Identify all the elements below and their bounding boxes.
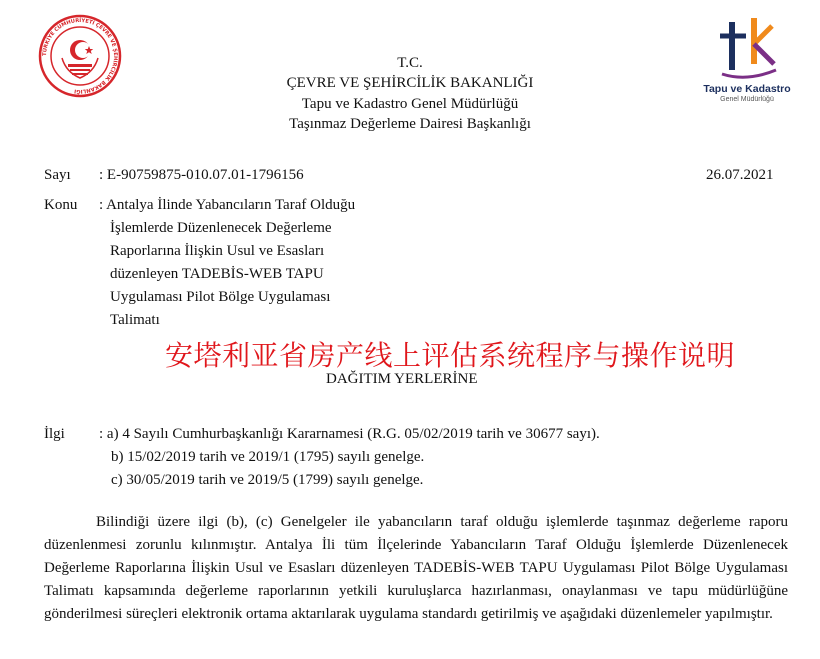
overlay-title: 安塔利亚省房产线上评估系统程序与操作说明 xyxy=(164,339,735,372)
body-paragraph-text: Bilindiği üzere ilgi (b), (c) Genelgeler ile yabancıların taraf olduğu işlemlerde taşınmaz değerleme raporu düzenlenmesi zorunlu kılınmıştır. Antalya İli tüm İlçelerinde Yabancıların Taraf Olduğu İşlemlerde Düzenlenecek Değerleme Raporlarına İlişkin Usul ve Esasları düzenleyen TADEBİS-WEB TAPU Uygulaması Pilot Bölge Uygulaması Talimatı kapsamında değerleme raporlarının yetkili kuruluşlarca hazırlanması, onaylanması ve tapu müdürlüğüne gönderilmesi süreçleri elektronik ortama aktarılarak uygulama standardı getirilmiş ve aşağıdaki düzenlemeler yapılmıştır. xyxy=(44,514,788,622)
logo-sub-text: Genel Müdürlüğü xyxy=(720,96,774,103)
body-paragraph xyxy=(44,511,788,626)
header-directorate: Tapu ve Kadastro Genel Müdürlüğü xyxy=(301,96,519,112)
distribution-heading: DAĞITIM YERLERİNE xyxy=(326,371,478,387)
konu-line: düzenleyen TADEBİS-WEB TAPU xyxy=(110,266,324,282)
konu-line: Talimatı xyxy=(110,312,160,328)
konu-line: Raporlarına İlişkin Usul ve Esasları xyxy=(110,243,325,259)
konu-line: : Antalya İlinde Yabancıların Taraf Olduğu xyxy=(99,197,356,213)
ilgi-item: b) 15/02/2019 tarih ve 2019/1 (1795) sayılı genelge. xyxy=(111,449,425,465)
svg-text:TÜRKİYE CUMHURİYETİ ÇEVRE VE Ş: TÜRKİYE CUMHURİYETİ ÇEVRE VE ŞEHİRCİLİK BAKANLIĞI xyxy=(41,17,119,95)
header-ministry: ÇEVRE VE ŞEHİRCİLİK BAKANLIĞI xyxy=(286,75,534,91)
ilgi-item: : a) 4 Sayılı Cumhurbaşkanlığı Kararnamesi (R.G. 05/02/2019 tarih ve 30677 sayı). xyxy=(99,426,600,442)
konu-line: İşlemlerde Düzenlenecek Değerleme xyxy=(110,220,332,236)
document-date: 26.07.2021 xyxy=(706,167,774,183)
sayi-label: Sayı xyxy=(44,167,71,183)
header-department: Taşınmaz Değerleme Dairesi Başkanlığı xyxy=(289,116,531,132)
logo-brand-text: Tapu ve Kadastro xyxy=(703,83,791,95)
sayi-value: : E-90759875-010.07.01-1796156 xyxy=(99,167,304,183)
ilgi-item: c) 30/05/2019 tarih ve 2019/5 (1799) sayılı genelge. xyxy=(111,472,424,488)
ilgi-label: İlgi xyxy=(44,426,65,442)
konu-line: Uygulaması Pilot Bölge Uygulaması xyxy=(110,289,331,305)
header-line-tc: T.C. xyxy=(397,55,423,71)
konu-label: Konu xyxy=(44,197,78,213)
